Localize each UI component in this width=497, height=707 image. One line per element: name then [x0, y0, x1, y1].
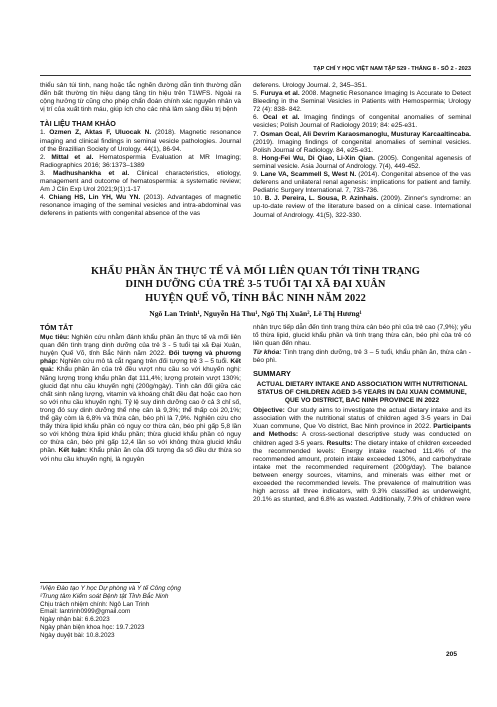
header-rule	[40, 75, 471, 76]
previous-article-continuation: thiểu sản túi tinh, nang hoặc tắc nghẽn đường dẫn tinh thường dẫn đến bất thường tín hiệu dạng tăng tín hiệu trên T1WFS. Ngoài ra cộng hưởng từ cũng cho phép chẩn đoán chính xác nguyên nhân và vị trí của xuất tinh máu, giúp ích cho các nhà lâm sàng điều trị bệnh	[40, 82, 241, 114]
abstract-heading: TÓM TẮT	[40, 323, 73, 332]
author-email: Email: lantrinh0999@gmail.com	[40, 608, 131, 616]
abstract-body: Mục tiêu: Nghiên cứu nhằm đánh khẩu phần ăn thực tế và mối liên quan đến tình trạng dinh dưỡng của trẻ 3 - 5 tuổi tại xã Đại Xuân, huyện Quế Võ, tỉnh Bắc Ninh năm 2022. Đối tượng và phương pháp: Nghiên cứu mô tả cắt ngang trên đối tượng trẻ 3 – 5 tuổi. Kết quả: Khẩu phần ăn của trẻ đều vượt nhu cầu so với khuyến nghị: Năng lượng trong khẩu phần đạt 111,4%; lượng protein vượt 130%; glucid đạt nhu cầu khuyến nghị (200g/ngày). Tính cân đối giữa các chất sinh năng lượng, vitamin và khoáng chất đều đạt hoặc cao hơn so với nhu cầu khuyến nghị. Tỷ lệ suy dinh dưỡng cao ở cả 3 chỉ số, trong đó suy dinh dưỡng thể nhẹ cân là 9,3%; thể thấp còi 20,1%; thể gầy còm là 6,8% và thừa cân, béo phì là 7,9%. Nghiên cứu cho thấy thừa lipid khẩu phần có nguy cơ thừa cân, béo phì gấp 5,8 lần so với không thừa lipid khẩu phần; thừa glucid khẩu phần có nguy cơ thừa cân, béo phì gấp 12,4 lần so với không thừa glucid khẩu phần. Kết luận: Khẩu phần ăn của đối tượng đa số đều dư thừa so với nhu cầu khuyến nghị, là nguyên	[40, 334, 241, 463]
keywords: Từ khóa: Tình trạng dinh dưỡng, trẻ 3 – 5 tuổi, khẩu phần ăn, thừa cân - béo phì.	[253, 349, 471, 365]
reference-item: 1. Ozmen Z, Aktas F, Uluocak N. (2018). Magnetic resonance imaging and clinical findings in seminal vesicle pathologies. Journal of the Brazillian Society of Urology. 44(1), 86-94.	[40, 129, 241, 153]
right-column-bottom	[253, 324, 471, 504]
corresponding-author: Chịu trách nhiệm chính: Ngô Lan Trinh	[40, 600, 150, 608]
summary-title: ACTUAL DIETARY INTAKE AND ASSOCIATION WITH NUTRITIONAL STATUS OF CHILDREN AGED 3-5 YEARS IN DAI XUAN COMMUNE, QUE VO DISTRICT, BAC NINH PROVINCE IN 2022	[256, 380, 468, 404]
abstract-continuation: nhân trực tiếp dẫn đến tình trạng thừa cân béo phì của trẻ cao (7,9%); yếu tố thừa lipid, glucid khẩu phần và tình trạng thừa cân, béo phì của trẻ có liên quan đến nhau.	[253, 324, 471, 348]
reference-item: 7. Osman Ocal, Ali Devrim Karaosmanoglu, Musturay Karcaaltincaba. (2019). Imaging findings of congenital anomalies of seminal vesicles. Polish Journal of Radiology. 84, e25-e31.	[253, 130, 471, 154]
reference-item: 2. Mittal et al. Hematospermia Evaluation at MR Imaging; Radiographics 2016; 36:1373–1389	[40, 153, 241, 169]
reference-item: 3. Madhushankha et al. Clinical characteristics, etiology, management and outcome of hematospermia: a systematic review; Am J Clin Exp Urol 2021;9(1):1-17	[40, 169, 241, 194]
summary-body: Objective: Our study aims to investigate the actual dietary intake and its association with the nutritional status of children aged 3-5 years in Dai Xuan commune, Que Vo district, Bac Ninh province in 2022. Participants and Methods: A cross-sectional descriptive study was conducted on children aged 3-5 years. Results: The dietary intake of children exceeded the recommended levels: Energy intake reached 111.4% of the recommended amount, protein intake exceeded 130%, and carbohydrate intake met the recommended requirement (200g/day). The balance between energy sources, vitamins, and minerals was either met or exceeded the recommended levels. The prevalence of malnutrition was high across all three indicators, with 9.3% classified as underweight, 20.1% as stunted, and 6.8% as wasted. Additionally, 7.9% of children were	[253, 407, 472, 504]
article-authors: Ngô Lan Trinh¹, Nguyễn Hà Thu¹, Ngô Thị Xuân², Lê Thị Hương¹	[149, 309, 362, 318]
abstract-vietnamese	[40, 324, 241, 464]
reference-item: 4. Chiang HS, Lin YH, Wu YN. (2013). Advantages of magnetic resonance imaging of the seminal vesicles and intra-abdominal vas deferens in patients with congenital absence of the vas	[40, 194, 241, 218]
reference-item: 5. Furuya et al. 2008. Magnetic Resonance Imaging Is Accurate to Detect Bleeding in the Seminal Vesicles in Patients with Hemospermia; Urology 72 (4): 838- 842.	[253, 90, 472, 114]
references-heading: TÀI LIỆU THAM KHẢO	[40, 119, 116, 129]
reference-item: 8. Hong-Fei Wu, Di Qiao, Li-Xin Qian. (2005). Congenital agenesis of seminal vesicle. Asia Journal of Andrology. 7(4), 449-452.	[253, 154, 471, 170]
footnotes	[40, 585, 241, 640]
affiliation-1: ¹Viện Đào tạo Y học Dự phòng và Y tế Công cộng	[40, 585, 181, 592]
summary-heading: SUMMARY	[253, 369, 291, 379]
left-column-top	[40, 82, 241, 219]
reference-item: 9. Lane VA, Scammell S, West N. (2014). Congenital absence of the vas deferens and unilateral renal agenesis: implications for patient and family. Pediatric Surgery International. 7, 733-736.	[253, 171, 471, 195]
review-date: Ngày phản biện khoa học: 19.7.2023	[40, 623, 145, 631]
footnote-rule	[40, 582, 140, 583]
reference-item: 10. B. J. Pereira, L. Sousa, P. Azinhais. (2009). Zinner's syndrome: an up-to-date review of the literature based on a clinical case. International Journal of Andrology. 41(5), 322-330.	[253, 195, 471, 219]
affiliation-2: ²Trung tâm Kiểm soát Bệnh tật Tỉnh Bắc Ninh	[40, 592, 169, 600]
article-title: KHẨU PHẦN ĂN THỰC TẾ VÀ MỐI LIÊN QUAN TỚI TÌNH TRẠNG DINH DƯỠNG CỦA TRẺ 3-5 TUỔI TẠI XÃ ĐẠI XUÂN HUYỆN QUẾ VÕ, TỈNH BẮC NINH NĂM 2022	[91, 266, 420, 304]
accepted-date: Ngày duyệt bài: 10.8.2023	[40, 631, 115, 639]
right-column-top	[253, 82, 471, 220]
running-header: TẠP CHÍ Y HỌC VIỆT NAM TẬP 529 - THÁNG 8 - SỐ 2 - 2023	[313, 66, 471, 72]
reference-item: 6. Ocal et al. Imaging findings of congenital anomalies of seminal vesicles; Polish Journal of Radiology 2019; 84: e25-e31.	[253, 114, 471, 130]
page-number: 205	[446, 651, 458, 658]
received-date: Ngày nhận bài: 6.6.2023	[40, 616, 110, 624]
reference-continuation: deferens. Urology Journal. 2, 345–351.	[253, 82, 367, 89]
